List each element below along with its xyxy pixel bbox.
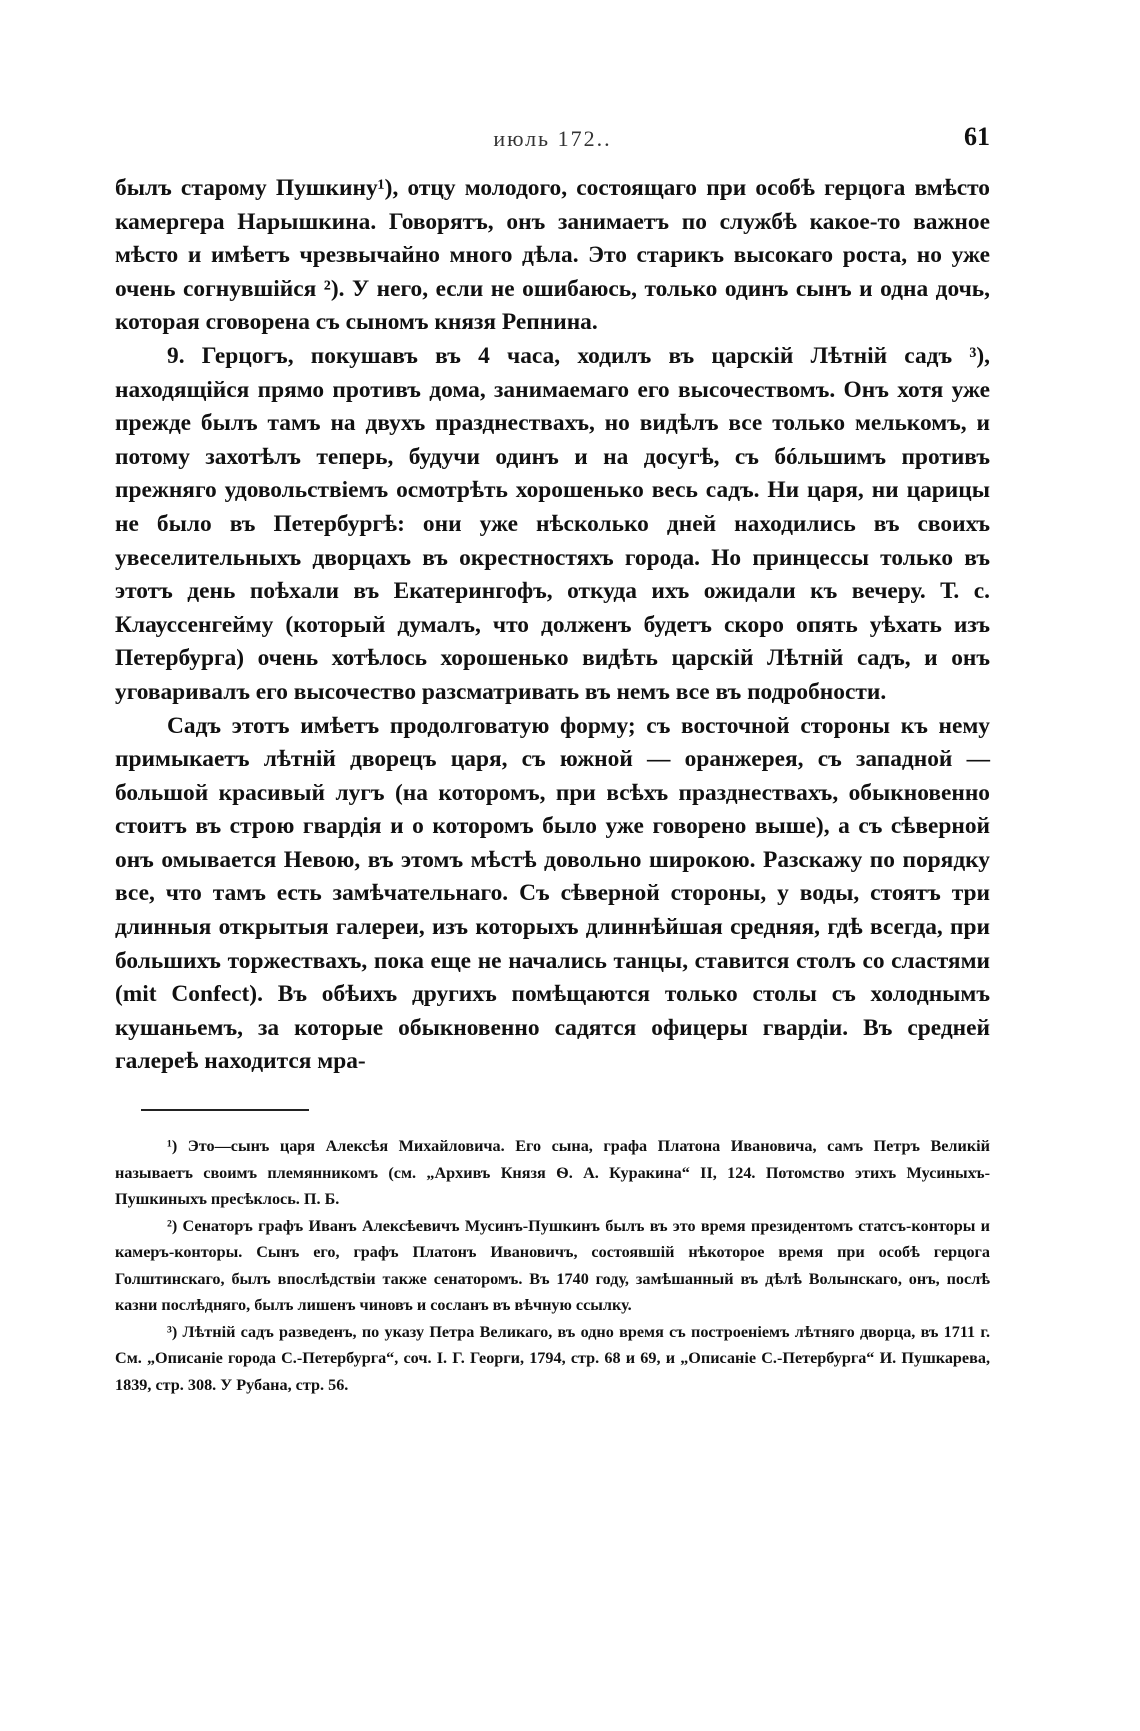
paragraph-entry-9: 9. Герцогъ, покушавъ въ 4 часа, ходилъ въ царскій Лѣтній садъ ³), находящійся прямо противъ дома, занимаемаго его высочествомъ. Онъ хотя уже прежде былъ тамъ на двухъ празднествахъ, но видѣлъ все только мелькомъ, и потому захотѣлъ теперь, будучи одинъ и на досугѣ, съ бóльшимъ противъ прежняго удовольствіемъ осмотрѣть хорошенько весь садъ. Ни царя, ни царицы не было въ Петербургѣ: они уже нѣсколько дней находились въ своихъ увеселительныхъ дворцахъ въ окрестностяхъ города. Но принцессы только въ этотъ день поѣхали въ Екатерингофъ, откуда ихъ ожидали къ вечеру. Т. с. Клауссенгейму (который думалъ, что долженъ будетъ скоро опять уѣхать изъ Петербурга) очень хотѣлось хорошенько видѣть царскій Лѣтній садъ, и онъ уговаривалъ его высочество разсматривать въ немъ все въ подробности. (115, 342, 990, 705)
book-page (115, 112, 990, 1398)
footnotes (115, 1133, 990, 1398)
footnote-divider (141, 1109, 309, 1111)
paragraph-continued: былъ старому Пушкину¹), отцу молодого, состоящаго при особѣ герцога вмѣсто камергера Нарышкина. Говорятъ, онъ занимаетъ по службѣ какое-то важное мѣсто и имѣетъ чрезвычайно много дѣла. Это старикъ высокаго роста, но уже очень согнувшійся ²). У него, если не ошибаюсь, только одинъ сынъ и одна дочь, которая сговорена съ сыномъ князя Репнина. (115, 175, 990, 336)
paragraph-garden-description: Садъ этотъ имѣетъ продолговатую форму; съ восточной стороны къ нему примыкаетъ лѣтній дворецъ царя, съ южной — оранжерея, съ западной — большой красивый лугъ (на которомъ, при всѣхъ празднествахъ, обыкновенно стоитъ въ строю гвардія и о которомъ было уже говорено выше), а съ сѣверной онъ омывается Невою, въ этомъ мѣстѣ довольно широкою. Разскажу по порядку все, что тамъ есть замѣчательнаго. Съ сѣверной стороны, у воды, стоятъ три длинныя открытыя галереи, изъ которыхъ длиннѣйшая средняя, гдѣ всегда, при большихъ торжествахъ, пока еще не начались танцы, ставится столъ со сластями (mit Confect). Въ обѣихъ другихъ помѣщаются только столы съ холоднымъ кушаньемъ, за которые обыкновенно садятся офицеры гвардіи. Въ средней галереѣ находится мра- (115, 712, 990, 1075)
footnote-2: ²) Сенаторъ графъ Иванъ Алексѣевичъ Мусинъ-Пушкинъ былъ въ это время президентомъ статсъ-конторы и камеръ-конторы. Сынъ его, графъ Платонъ Ивановичъ, состоявшій нѣкоторое время при особѣ герцога Голштинскаго, былъ впослѣдствіи также сенаторомъ. Въ 1740 году, замѣшанный въ дѣлѣ Волынскаго, онъ, послѣ казни послѣдняго, былъ лишенъ чиновъ и сосланъ въ вѣчную ссылку. (115, 1216, 990, 1315)
footnote-3: ³) Лѣтній садъ разведенъ, по указу Петра Великаго, въ одно время съ построеніемъ лѣтняго дворца, въ 1711 г. См. „Описаніе города С.-Петербурга“, соч. І. Г. Георги, 1794, стр. 68 и 69, и „Описаніе С.-Петербурга“ И. Пушкарева, 1839, стр. 308. У Рубана, стр. 56. (115, 1322, 990, 1394)
page-number: 61 (964, 122, 990, 151)
body-text (115, 172, 990, 1079)
running-head (115, 112, 990, 172)
running-head-title: июль 172.. (493, 126, 612, 151)
footnote-1: ¹) Это—сынъ царя Алексѣя Михайловича. Его сына, графа Платона Ивановича, самъ Петръ Великій называетъ своимъ племянникомъ (см. „Архивъ Князя Ѳ. А. Куракина“ II, 124. Потомство этихъ Мусиныхъ-Пушкиныхъ пресѣклось. П. Б. (115, 1137, 990, 1209)
